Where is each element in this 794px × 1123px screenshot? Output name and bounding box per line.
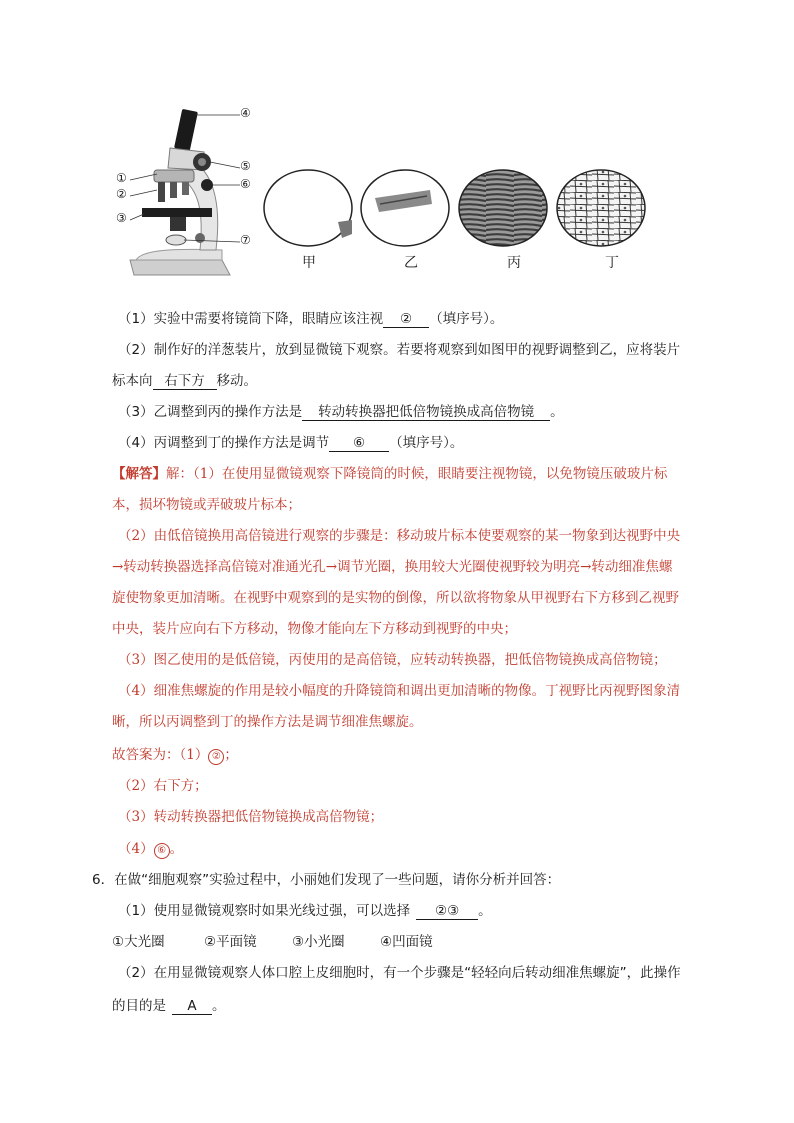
solution-line-5: 旋使物象更加清晰。在视野中观察到的是实物的倒像，所以欲将物象从甲视野右下方移到乙视野	[112, 590, 679, 606]
microscope-label-2: ②	[116, 187, 127, 201]
q6-subquestion-2-line2: 的目的是 A 。	[112, 998, 226, 1014]
option-2: ②平面镜	[204, 934, 257, 950]
solution-line-9: 晰，所以丙调整到丁的操作方法是调节细准焦螺旋。	[112, 714, 423, 730]
answers-line-3: （3）转动转换器把低倍物镜换成高倍物镜；	[118, 809, 384, 825]
answers-line-4: （4） ⑥ 。	[118, 841, 184, 857]
option-4: ④凹面镜	[380, 934, 433, 950]
microscope-label-3: ③	[116, 211, 127, 225]
q6-subquestion-1: （1）使用显微镜观察时如果光线过强，可以选择 ②③ 。	[118, 903, 492, 919]
answer-blank: ②③	[416, 903, 478, 920]
field-of-view-panels	[262, 168, 656, 250]
microscope-label-6: ⑥	[240, 177, 251, 191]
circled-answer: ②	[208, 749, 224, 765]
q5-subquestion-1: （1）实验中需要将镜筒下降，眼睛应该注视 ② （填序号）。	[118, 311, 504, 327]
q5-subquestion-2-line1: （2）制作好的洋葱装片，放到显微镜下观察。若要将观察到如图甲的视野调整到乙，应将装片	[118, 342, 681, 358]
solution-line-2: 本，损坏物镜或弄破玻片标本；	[112, 497, 301, 513]
q6-title: 6．在做“细胞观察”实验过程中，小丽她们发现了一些问题，请你分析并回答：	[92, 872, 561, 888]
caption-yi: 乙	[404, 255, 418, 271]
q6-options	[112, 933, 433, 951]
solution-tag: 【解答】	[112, 466, 166, 482]
solution-line-4: →转动转换器选择高倍镜对准通光孔→调节光圈，换用较大光圈使视野较为明亮→转动细准焦螺	[112, 559, 673, 575]
answer-blank: ②	[383, 311, 429, 328]
answer-blank: 右下方	[153, 373, 217, 390]
answer-blank: 转动转换器把低倍物镜换成高倍物镜	[302, 404, 550, 421]
microscope-label-4: ④	[240, 106, 251, 120]
answer-blank: ⑥	[329, 435, 389, 452]
option-1: ①大光圈	[112, 934, 165, 950]
answers-line-2: （2）右下方；	[118, 778, 208, 794]
circled-answer: ⑥	[154, 843, 170, 859]
solution-line-8: （4）细准焦螺旋的作用是较小幅度的升降镜筒和调出更加清晰的物像。丁视野比丙视野图象清	[118, 683, 681, 699]
solution-line-1: 【解答】解：（1）在使用显微镜观察下降镜筒的时候，眼睛要注视物镜，以免物镜压破玻片标	[112, 466, 668, 482]
caption-jia: 甲	[302, 255, 316, 271]
solution-line-6: 中央，装片应向右下方移动，物像才能向左下方移动到视野的中央；	[112, 621, 517, 637]
caption-ding: 丁	[605, 255, 619, 271]
q5-subquestion-4: （4）丙调整到丁的操作方法是调节 ⑥ （填序号）。	[118, 435, 464, 451]
answers-line-1: 故答案为：（1） ② ；	[112, 747, 238, 763]
solution-line-3: （2）由低倍镜换用高倍镜进行观察的步骤是：移动玻片标本使要观察的某一物象到达视野中央	[118, 528, 681, 544]
microscope-label-7: ⑦	[240, 233, 251, 247]
answer-blank: A	[172, 998, 212, 1015]
view-jia	[264, 170, 352, 246]
caption-bing: 丙	[507, 255, 521, 271]
q5-subquestion-3: （3）乙调整到丙的操作方法是 转动转换器把低倍物镜换成高倍物镜 。	[118, 404, 564, 420]
solution-line-7: （3）图乙使用的是低倍镜，丙使用的是高倍镜，应转动转换器，把低倍物镜换成高倍物镜；	[118, 652, 667, 668]
option-3: ③小光圈	[292, 934, 345, 950]
microscope-label-5: ⑤	[240, 159, 251, 173]
q5-subquestion-2-line2: 标本向 右下方 移动。	[112, 373, 257, 389]
microscope-label-1: ①	[116, 171, 127, 185]
q6-subquestion-2-line1: （2）在用显微镜观察人体口腔上皮细胞时，有一个步骤是“轻轻向后转动细准焦螺旋”，此操作	[118, 965, 681, 981]
